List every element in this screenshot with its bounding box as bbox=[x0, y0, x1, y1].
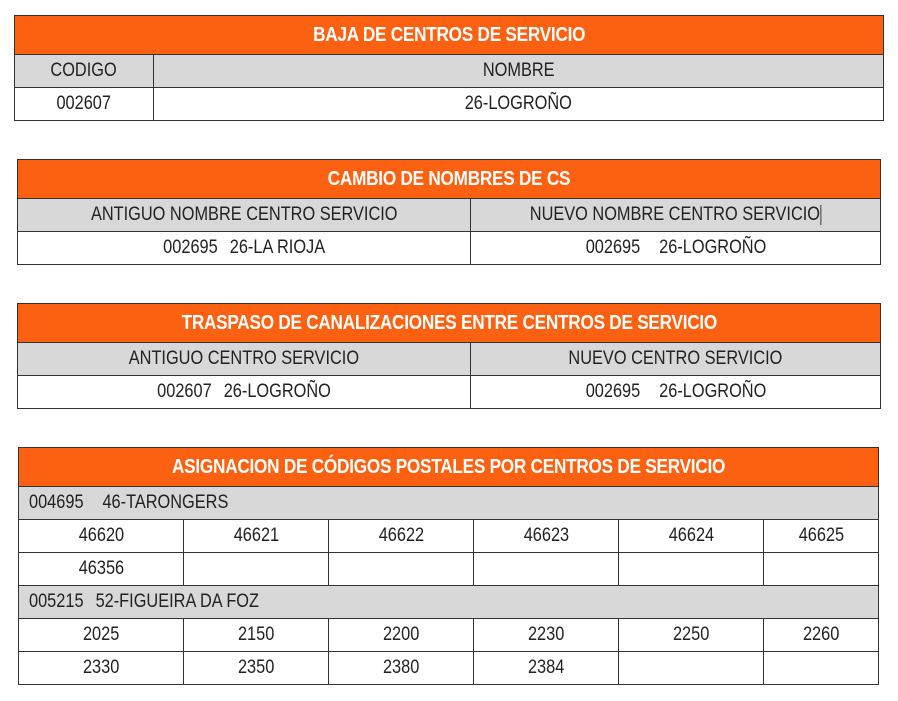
postal-row bbox=[19, 652, 879, 685]
postal-code-cell[interactable] bbox=[619, 652, 764, 685]
centro-codigo: 004695 bbox=[29, 492, 84, 513]
postal-code-cell[interactable]: 2200 bbox=[329, 619, 474, 652]
postal-code-cell[interactable]: 2150 bbox=[184, 619, 329, 652]
postal-code-cell[interactable] bbox=[764, 553, 879, 586]
postal-code-cell[interactable]: 46624 bbox=[619, 520, 764, 553]
centro-header bbox=[19, 487, 879, 520]
traspaso-antiguo-nombre: 26-LOGROÑO bbox=[223, 381, 331, 402]
traspaso-nuevo-nombre: 26-LOGROÑO bbox=[658, 381, 766, 402]
postal-code-cell[interactable] bbox=[329, 553, 474, 586]
postal-row bbox=[19, 520, 879, 553]
cambio-antiguo-nombre: 26-LA RIOJA bbox=[229, 237, 325, 258]
cambio-nuevo-codigo: 002695 bbox=[585, 237, 640, 258]
cambio-antiguo-cell[interactable] bbox=[18, 232, 471, 265]
postal-code-cell[interactable]: 46623 bbox=[474, 520, 619, 553]
postal-code-cell[interactable] bbox=[619, 553, 764, 586]
cambio-nuevo-cell[interactable] bbox=[471, 232, 881, 265]
postal-code-cell[interactable]: 2330 bbox=[19, 652, 184, 685]
postal-row bbox=[19, 553, 879, 586]
baja-nombre-cell[interactable]: 26-LOGROÑO bbox=[154, 88, 884, 121]
postal-code-cell[interactable]: 2250 bbox=[619, 619, 764, 652]
text-cursor bbox=[821, 205, 822, 225]
postal-code-cell[interactable]: 2025 bbox=[19, 619, 184, 652]
baja-codigo-cell[interactable]: 002607 bbox=[15, 88, 154, 121]
traspaso-col-antiguo: ANTIGUO CENTRO SERVICIO bbox=[18, 343, 471, 376]
centro-header bbox=[19, 586, 879, 619]
postal-code-cell[interactable]: 2260 bbox=[764, 619, 879, 652]
traspaso-nuevo-cell[interactable] bbox=[471, 376, 881, 409]
postal-code-cell[interactable]: 46625 bbox=[764, 520, 879, 553]
baja-table bbox=[14, 15, 884, 121]
postal-code-cell[interactable]: 2230 bbox=[474, 619, 619, 652]
postal-code-cell[interactable]: 46622 bbox=[329, 520, 474, 553]
postal-code-cell[interactable]: 46620 bbox=[19, 520, 184, 553]
cambio-col-antiguo: ANTIGUO NOMBRE CENTRO SERVICIO bbox=[18, 199, 471, 232]
traspaso-antiguo-cell[interactable] bbox=[18, 376, 471, 409]
cambio-table bbox=[17, 159, 881, 265]
cambio-nuevo-nombre: 26-LOGROÑO bbox=[658, 237, 766, 258]
traspaso-nuevo-codigo: 002695 bbox=[585, 381, 640, 402]
baja-col-codigo: CODIGO bbox=[15, 55, 154, 88]
traspaso-table bbox=[17, 303, 881, 409]
asignacion-title: ASIGNACION DE CÓDIGOS POSTALES POR CENTROS DE SERVICIO bbox=[19, 448, 879, 487]
traspaso-antiguo-codigo: 002607 bbox=[157, 381, 212, 402]
cambio-col-nuevo[interactable]: NUEVO NOMBRE CENTRO SERVICIO bbox=[471, 199, 881, 232]
baja-title: BAJA DE CENTROS DE SERVICIO bbox=[15, 16, 884, 55]
postal-code-cell[interactable]: 46621 bbox=[184, 520, 329, 553]
baja-col-nombre: NOMBRE bbox=[154, 55, 884, 88]
traspaso-title: TRASPASO DE CANALIZACIONES ENTRE CENTROS DE SERVICIO bbox=[18, 304, 881, 343]
asignacion-table bbox=[18, 447, 879, 685]
cambio-title: CAMBIO DE NOMBRES DE CS bbox=[18, 160, 881, 199]
centro-nombre: 52-FIGUEIRA DA FOZ bbox=[95, 591, 260, 612]
centro-codigo: 005215 bbox=[29, 591, 84, 612]
postal-code-cell[interactable]: 46356 bbox=[19, 553, 184, 586]
postal-row bbox=[19, 619, 879, 652]
postal-code-cell[interactable]: 2350 bbox=[184, 652, 329, 685]
postal-code-cell[interactable]: 2380 bbox=[329, 652, 474, 685]
postal-code-cell[interactable] bbox=[184, 553, 329, 586]
postal-code-cell[interactable] bbox=[764, 652, 879, 685]
postal-code-cell[interactable] bbox=[474, 553, 619, 586]
cambio-antiguo-codigo: 002695 bbox=[163, 237, 218, 258]
postal-code-cell[interactable]: 2384 bbox=[474, 652, 619, 685]
centro-nombre: 46-TARONGERS bbox=[102, 492, 229, 513]
traspaso-col-nuevo: NUEVO CENTRO SERVICIO bbox=[471, 343, 881, 376]
